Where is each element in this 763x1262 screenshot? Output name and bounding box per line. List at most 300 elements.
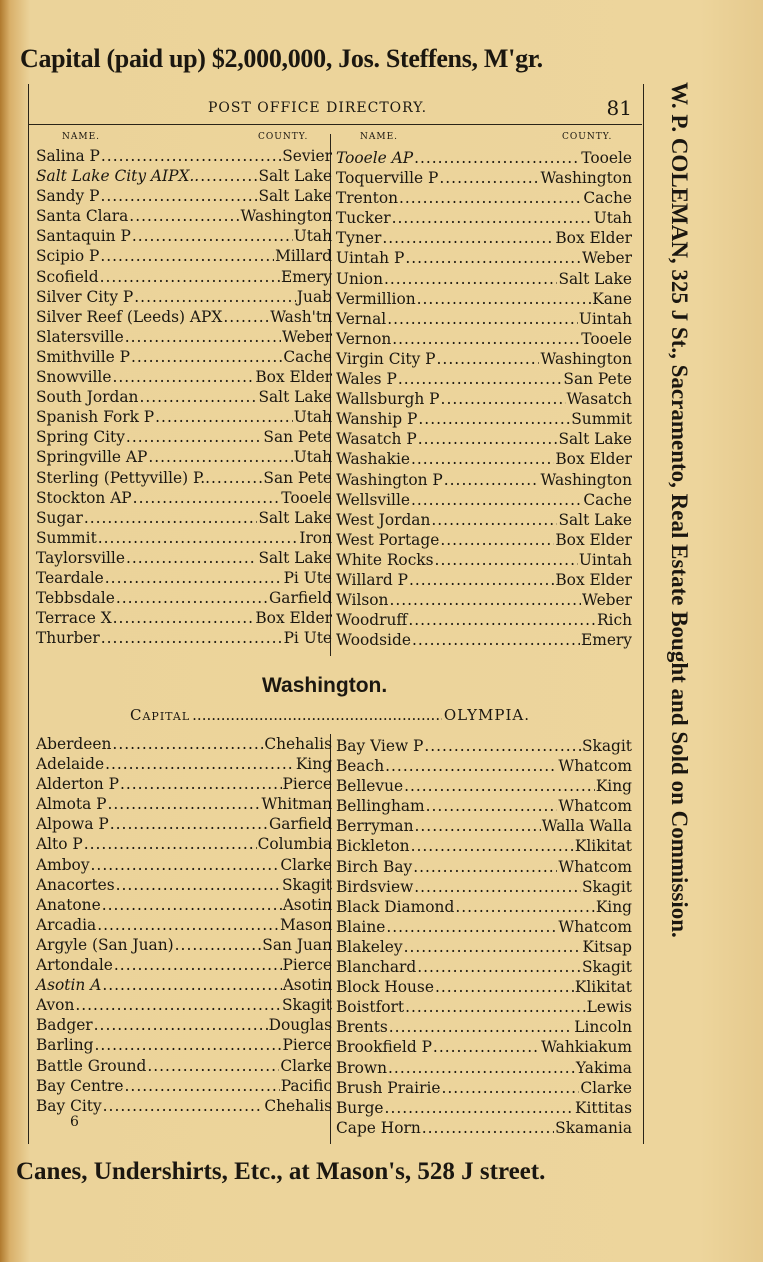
entry-name: Avon <box>36 996 75 1015</box>
dot-leader <box>404 937 582 957</box>
dot-leader <box>444 470 540 490</box>
dot-leader <box>84 834 257 854</box>
entry-county: Utah <box>593 209 632 228</box>
dot-leader <box>120 774 282 794</box>
directory-entry <box>336 857 632 877</box>
entry-county: Washington <box>540 169 632 188</box>
dot-leader <box>134 287 296 307</box>
directory-entry <box>36 754 332 774</box>
entry-county: Wash'tn <box>270 307 332 326</box>
directory-entry <box>336 917 632 937</box>
directory-entry <box>336 1078 632 1098</box>
entry-name: Tebbsdale <box>36 589 115 608</box>
entry-county: Salt Lake <box>258 167 332 186</box>
directory-entry <box>36 146 332 166</box>
entry-name: Argyle (San Juan) <box>36 935 174 954</box>
entry-county: Mason <box>279 915 332 934</box>
entry-county: Sevier <box>282 147 332 165</box>
dot-leader <box>100 246 274 266</box>
utah-list-right <box>336 148 632 650</box>
utah-list-left <box>36 146 332 648</box>
entry-county: Kittitas <box>575 1098 632 1117</box>
dot-leader <box>114 955 282 975</box>
dot-leader <box>385 1098 574 1118</box>
dot-leader <box>94 1015 268 1035</box>
entry-county: Emery <box>281 267 332 286</box>
dot-leader <box>75 995 281 1015</box>
entry-county: San Pete <box>263 428 332 447</box>
directory-entry <box>36 407 332 427</box>
entry-county: Whitman <box>261 795 332 814</box>
dot-leader <box>98 528 299 548</box>
entry-name: Alto P <box>36 835 83 854</box>
directory-entry <box>36 226 332 246</box>
directory-entry <box>336 389 632 409</box>
entry-name: Wanship P <box>336 410 418 429</box>
directory-entry <box>336 570 632 590</box>
directory-entry <box>336 610 632 630</box>
entry-name: Trenton <box>336 189 399 208</box>
directory-entry <box>336 228 632 248</box>
dot-leader <box>113 608 255 628</box>
directory-entry <box>36 327 332 347</box>
dot-leader <box>433 1037 540 1057</box>
directory-entry <box>36 166 332 186</box>
entry-name: Badger <box>36 1016 93 1035</box>
entry-name: Snowville <box>36 368 112 387</box>
entry-name: Adelaide <box>36 755 105 774</box>
entry-name: Blanchard <box>336 958 417 977</box>
entry-county: Asotin <box>282 976 332 995</box>
header-rule <box>28 124 642 125</box>
directory-entry <box>36 875 332 895</box>
directory-entry <box>336 590 632 610</box>
directory-entry <box>36 1015 332 1035</box>
entry-name: Silver Reef (Leeds) APX <box>36 307 223 326</box>
entry-name: Wasatch P <box>336 430 417 449</box>
dot-leader <box>94 1035 281 1055</box>
entry-name: Boistfort <box>336 998 405 1017</box>
entry-name: Woodruff <box>336 611 408 630</box>
dot-leader <box>100 186 257 206</box>
entry-name: Scipio P <box>36 247 100 266</box>
entry-name: Sterling (Pettyville) P.. <box>36 468 211 487</box>
entry-county: Walla Walla <box>541 817 632 836</box>
entry-name: Brown <box>336 1058 388 1077</box>
entry-county: Skagit <box>281 996 332 1015</box>
entry-name: Washakie <box>336 450 410 469</box>
entry-name: Slatersville <box>36 327 124 346</box>
dot-leader <box>102 895 282 915</box>
directory-entry <box>336 309 632 329</box>
entry-county: Lewis <box>586 998 632 1017</box>
dot-leader <box>105 754 295 774</box>
entry-county: Washington <box>540 349 632 368</box>
directory-entry <box>336 248 632 268</box>
dot-leader <box>105 568 283 588</box>
dot-leader <box>126 427 262 447</box>
dot-leader <box>125 1076 280 1096</box>
directory-entry <box>36 995 332 1015</box>
entry-county: King <box>295 755 332 774</box>
dot-leader <box>413 857 557 877</box>
entry-county: Utah <box>293 448 332 467</box>
bottom-advertisement: Canes, Undershirts, Etc., at Mason's, 528 J street. <box>16 1158 546 1185</box>
entry-county: Box Elder <box>255 368 332 387</box>
dot-leader <box>422 1118 554 1138</box>
directory-entry <box>36 347 332 367</box>
entry-name: Willard P <box>336 570 408 589</box>
directory-entry <box>36 1096 332 1116</box>
directory-entry <box>36 307 332 327</box>
entry-county: Pierce <box>282 1036 332 1055</box>
directory-entry <box>36 568 332 588</box>
col-header-name-right: NAME. <box>360 132 399 142</box>
entry-county: Salt Lake <box>558 269 632 288</box>
dot-leader <box>398 369 563 389</box>
entry-county: Weber <box>582 591 632 610</box>
directory-entry <box>336 776 632 796</box>
entry-county: Tooele <box>581 329 632 348</box>
directory-entry <box>36 975 332 995</box>
entry-county: Pacific <box>280 1076 332 1095</box>
entry-name: Birdsview <box>336 877 414 896</box>
directory-entry <box>336 208 632 228</box>
entry-county: Chehalis <box>264 735 332 753</box>
entry-name: Woodside <box>336 631 411 650</box>
entry-county: Douglas <box>268 1016 332 1035</box>
directory-entry <box>36 246 332 266</box>
entry-county: King <box>595 777 632 796</box>
directory-entry <box>336 897 632 917</box>
entry-name: Bay City <box>36 1096 102 1115</box>
directory-entry <box>336 188 632 208</box>
entry-name: Brush Prairie <box>336 1078 441 1097</box>
dot-leader <box>148 447 292 467</box>
dot-leader <box>417 289 592 309</box>
dot-leader <box>139 387 257 407</box>
entry-name: Scofield <box>36 267 99 286</box>
signature-mark: 6 <box>70 1114 79 1130</box>
dot-leader <box>404 776 595 796</box>
directory-entry <box>336 1037 632 1057</box>
dot-leader <box>417 957 581 977</box>
entry-name: Smithville P <box>36 347 130 366</box>
entry-name: Battle Ground <box>36 1056 147 1075</box>
side-advertisement: W. P. COLEMAN, 325 J St., Sacramento, Real Estate Bought and Sold on Commission. <box>667 82 692 938</box>
entry-county: Pi Ute <box>283 629 332 648</box>
dot-leader <box>435 977 574 997</box>
entry-name: Cape Horn <box>336 1118 421 1137</box>
entry-name: Burge <box>336 1098 384 1117</box>
entry-name: Blaine <box>336 917 386 936</box>
dot-leader <box>155 407 293 427</box>
entry-name: Wilson <box>336 591 389 610</box>
directory-entry <box>336 1017 632 1037</box>
entry-name: Spring City <box>36 428 125 447</box>
entry-county: Washington <box>240 207 332 226</box>
dot-leader <box>103 1096 264 1116</box>
dot-leader <box>129 206 239 226</box>
entry-county: Garfield <box>269 589 332 608</box>
entry-county: Wasatch <box>566 390 632 409</box>
directory-entry <box>336 816 632 836</box>
directory-entry <box>36 387 332 407</box>
directory-entry <box>36 814 332 834</box>
dot-leader <box>101 628 283 648</box>
directory-entry <box>336 836 632 856</box>
dot-leader <box>409 570 554 590</box>
directory-entry <box>36 1076 332 1096</box>
dot-leader <box>405 997 586 1017</box>
entry-county: Columbia <box>257 835 332 854</box>
entry-name: Black Diamond <box>336 897 455 916</box>
dot-leader <box>101 146 281 166</box>
entry-name: Tyner <box>336 229 382 248</box>
dot-leader <box>414 148 580 168</box>
entry-name: Brents <box>336 1018 388 1037</box>
directory-entry <box>336 937 632 957</box>
entry-name: Berryman <box>336 817 414 836</box>
dot-leader <box>392 329 580 349</box>
entry-name: Springville AP <box>36 448 148 467</box>
directory-entry <box>336 736 632 756</box>
entry-name: Wales P <box>336 370 397 389</box>
directory-entry <box>336 269 632 289</box>
dot-leader <box>424 736 581 756</box>
dot-leader <box>385 756 557 776</box>
dot-leader <box>441 1078 579 1098</box>
directory-entry <box>36 367 332 387</box>
entry-name: Bellevue <box>336 777 404 796</box>
entry-name: Wellsville <box>336 490 410 509</box>
directory-entry <box>336 329 632 349</box>
entry-name: Thurber <box>36 629 100 648</box>
directory-entry <box>36 794 332 814</box>
entry-name: West Jordan <box>336 510 431 529</box>
directory-entry <box>336 449 632 469</box>
entry-county: Salt Lake <box>258 187 332 206</box>
directory-entry <box>336 168 632 188</box>
dot-leader <box>418 409 570 429</box>
entry-county: Pierce <box>282 956 332 975</box>
directory-entry <box>336 877 632 897</box>
col-header-county-left: COUNTY. <box>258 132 309 142</box>
entry-name: Blakeley <box>336 937 403 956</box>
entry-county: Salt Lake <box>258 548 332 567</box>
entry-name: Almota P <box>36 795 107 814</box>
entry-name: Salt Lake City AIPX.. <box>36 167 200 186</box>
dot-leader <box>112 734 263 754</box>
entry-county: Skamania <box>555 1118 632 1137</box>
entry-county: King <box>595 897 632 916</box>
entry-county: Cache <box>583 189 632 208</box>
dot-leader <box>384 269 557 289</box>
dot-leader <box>116 875 281 895</box>
dot-leader <box>387 309 578 329</box>
dot-leader <box>133 488 281 508</box>
entry-name: Uintah P <box>336 249 405 268</box>
directory-entry <box>36 895 332 915</box>
entry-county: Whatcom <box>558 797 632 816</box>
directory-entry <box>36 468 332 488</box>
directory-entry <box>36 915 332 935</box>
directory-entry <box>36 267 332 287</box>
dot-leader <box>437 349 540 369</box>
entry-county: Uintah <box>578 309 632 328</box>
entry-name: Santaquin P <box>36 227 131 246</box>
entry-name: Wallsburgh P <box>336 390 440 409</box>
dot-leader <box>411 449 554 469</box>
entry-county: Utah <box>293 227 332 246</box>
capital-leader <box>192 706 442 724</box>
washington-list-left <box>36 734 332 1116</box>
directory-entry <box>36 734 332 754</box>
entry-name: White Rocks <box>336 550 434 569</box>
directory-entry <box>36 774 332 794</box>
entry-county: Lincoln <box>574 1018 632 1037</box>
entry-county: Skagit <box>581 737 632 755</box>
entry-county: Pi Ute <box>283 568 332 587</box>
directory-entry <box>336 1058 632 1078</box>
entry-county: Salt Lake <box>258 508 332 527</box>
dot-leader <box>435 550 578 570</box>
entry-name: Arcadia <box>36 915 97 934</box>
directory-entry <box>336 550 632 570</box>
entry-name: Amboy <box>36 855 90 874</box>
entry-county: Cache <box>283 347 332 366</box>
entry-county: Iron <box>299 528 332 547</box>
entry-name: Brookfield P <box>336 1038 432 1057</box>
dot-leader <box>399 188 582 208</box>
directory-entry <box>36 1056 332 1076</box>
dot-leader <box>200 166 257 186</box>
dot-leader <box>112 367 254 387</box>
entry-name: Spanish Fork P <box>36 408 155 427</box>
dot-leader <box>386 917 557 937</box>
directory-entry <box>336 490 632 510</box>
entry-name: Washington P <box>336 470 443 489</box>
dot-leader <box>418 429 558 449</box>
dot-leader <box>431 510 557 530</box>
entry-name: West Portage <box>336 530 440 549</box>
entry-name: Sugar <box>36 508 83 527</box>
dot-leader <box>455 897 595 917</box>
dot-leader <box>211 468 262 488</box>
entry-county: Washington <box>540 470 632 489</box>
dot-leader <box>392 208 593 228</box>
entry-name: Teardale <box>36 568 104 587</box>
directory-entry <box>36 186 332 206</box>
entry-county: Kitsap <box>582 937 632 956</box>
entry-county: Box Elder <box>255 609 332 628</box>
dot-leader <box>408 610 596 630</box>
entry-county: Asotin <box>282 895 332 914</box>
dot-leader <box>405 248 581 268</box>
dot-leader <box>102 975 281 995</box>
directory-entry <box>336 510 632 530</box>
entry-name: Bellingham <box>336 797 425 816</box>
entry-name: Alpowa P <box>36 815 109 834</box>
entry-county: Box Elder <box>555 450 632 469</box>
entry-name: Artondale <box>36 956 113 975</box>
dot-leader <box>125 327 281 347</box>
directory-entry <box>336 349 632 369</box>
entry-county: Clarke <box>280 1056 332 1075</box>
entry-name: Virgin City P <box>336 349 436 368</box>
entry-county: Box Elder <box>555 229 632 248</box>
entry-county: Box Elder <box>555 570 632 589</box>
top-advertisement: Capital (paid up) $2,000,000, Jos. Steffens, M'gr. <box>20 44 543 73</box>
directory-entry <box>36 834 332 854</box>
entry-name: Taylorsville <box>36 548 125 567</box>
directory-entry <box>336 530 632 550</box>
entry-county: Whatcom <box>558 857 632 876</box>
directory-entry <box>336 997 632 1017</box>
entry-name: Vermillion <box>336 289 416 308</box>
directory-entry <box>336 756 632 776</box>
entry-county: Skagit <box>581 958 632 977</box>
entry-name: Sandy P <box>36 187 100 206</box>
entry-county: Box Elder <box>555 530 632 549</box>
dot-leader <box>97 915 279 935</box>
entry-county: Salt Lake <box>558 430 632 449</box>
directory-entry <box>36 447 332 467</box>
entry-county: Utah <box>293 408 332 427</box>
entry-county: Klikitat <box>574 837 632 856</box>
dot-leader <box>132 226 293 246</box>
dot-leader <box>415 816 541 836</box>
dot-leader <box>388 1058 575 1078</box>
entry-county: San Juan <box>262 935 332 954</box>
directory-entry <box>36 287 332 307</box>
dot-leader <box>147 1056 279 1076</box>
dot-leader <box>414 877 581 897</box>
directory-entry <box>36 955 332 975</box>
directory-entry <box>336 796 632 816</box>
entry-name: Tucker <box>336 209 391 228</box>
directory-entry <box>336 1098 632 1118</box>
directory-entry <box>36 206 332 226</box>
entry-name: Summit <box>36 528 97 547</box>
entry-county: Clarke <box>580 1078 632 1097</box>
washington-list-right <box>336 736 632 1138</box>
directory-entry <box>336 957 632 977</box>
directory-entry <box>336 289 632 309</box>
directory-entry <box>36 588 332 608</box>
entry-county: Whatcom <box>558 917 632 936</box>
entry-county: Chehalis <box>264 1096 332 1115</box>
directory-entry <box>36 628 332 648</box>
entry-name: Alderton P <box>36 775 119 794</box>
entry-county: Wahkiakum <box>541 1038 632 1057</box>
dot-leader <box>126 548 257 568</box>
col-header-name-left: NAME. <box>62 132 101 142</box>
dot-leader <box>426 796 558 816</box>
page-number: 81 <box>606 96 632 120</box>
capital-line <box>130 706 530 724</box>
entry-county: Rich <box>596 611 632 630</box>
entry-name: Asotin A <box>36 976 102 995</box>
entry-county: Tooele <box>281 488 332 507</box>
entry-county: Skagit <box>581 877 632 896</box>
entry-county: Yakima <box>575 1058 632 1077</box>
dot-leader <box>116 588 268 608</box>
dot-leader <box>110 814 268 834</box>
entry-county: San Pete <box>263 468 332 487</box>
directory-entry <box>336 148 632 168</box>
entry-county: Salt Lake <box>258 388 332 407</box>
